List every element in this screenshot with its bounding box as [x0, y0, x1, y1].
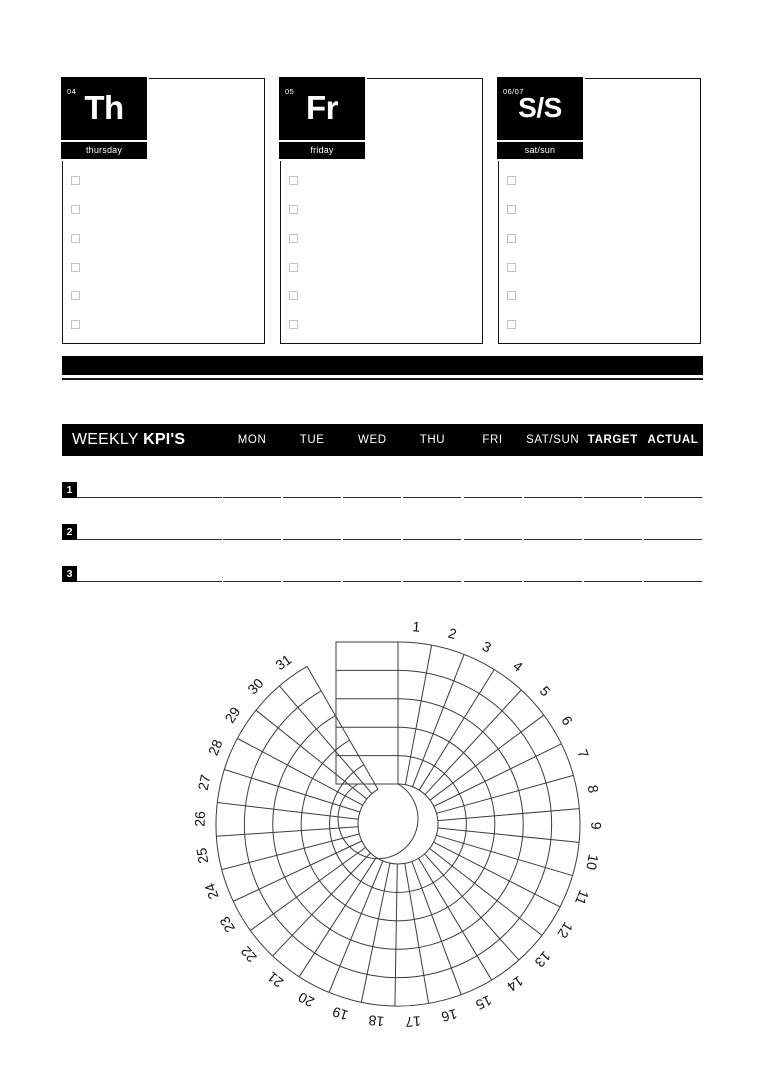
kpi-cell-mon[interactable]	[222, 497, 282, 498]
kpi-cell-line	[524, 497, 582, 498]
kpi-cell-line	[584, 497, 642, 498]
day-number: 05	[285, 87, 295, 96]
task-checkbox[interactable]	[507, 291, 516, 300]
spiral-day-label: 3	[479, 637, 494, 656]
spiral-day-label: 19	[330, 1003, 351, 1024]
kpi-cell-mon[interactable]	[222, 581, 282, 582]
kpi-cell-line	[283, 539, 341, 540]
task-checkbox[interactable]	[71, 291, 80, 300]
kpi-row-number: 3	[62, 566, 77, 582]
day-tile-main	[497, 77, 583, 140]
kpi-cell-line	[343, 539, 401, 540]
day-abbreviation: Th	[84, 89, 124, 126]
day-tile-main	[279, 77, 365, 140]
kpi-cell-line	[464, 539, 522, 540]
kpi-cell-target[interactable]	[583, 539, 643, 540]
kpi-cell-line	[524, 581, 582, 582]
kpi-cell-line	[223, 581, 281, 582]
spiral-day-label: 16	[439, 1005, 459, 1026]
kpi-cell-target[interactable]	[583, 497, 643, 498]
day-tile-main	[61, 77, 147, 140]
spiral-day-label: 17	[404, 1013, 422, 1031]
kpi-cell-wed[interactable]	[342, 497, 402, 498]
kpi-column-target: TARGET	[587, 434, 638, 446]
task-checkbox[interactable]	[507, 320, 516, 329]
spiral-calendar-svg	[150, 592, 620, 1042]
spiral-day-label: 11	[572, 887, 593, 908]
task-checkbox[interactable]	[71, 263, 80, 272]
kpi-cell-line	[644, 539, 702, 540]
spiral-day-label: 15	[473, 992, 495, 1014]
task-checkbox[interactable]	[289, 205, 298, 214]
spiral-day-label: 27	[194, 773, 214, 792]
task-checkbox[interactable]	[289, 234, 298, 243]
kpi-name-input[interactable]	[77, 581, 222, 582]
spiral-day-label: 26	[191, 810, 208, 827]
spiral-day-label: 12	[554, 919, 577, 942]
day-number: 04	[67, 87, 77, 96]
kpi-cell-actual[interactable]	[643, 581, 703, 582]
table-row	[62, 467, 703, 498]
spiral-day-label: 6	[558, 713, 577, 729]
spiral-day-label: 24	[201, 881, 222, 902]
task-checkbox[interactable]	[71, 176, 80, 185]
kpi-cell-thu[interactable]	[402, 497, 462, 498]
kpi-title-light: WEEKLY	[72, 431, 144, 448]
spiral-day-label: 8	[584, 783, 602, 795]
task-checkbox[interactable]	[71, 234, 80, 243]
kpi-column-tue: TUE	[299, 434, 325, 446]
task-checkbox[interactable]	[71, 320, 80, 329]
kpi-row-number: 2	[62, 524, 77, 540]
kpi-cell-fri[interactable]	[463, 497, 523, 498]
spiral-day-label: 5	[536, 682, 554, 700]
day-tile-friday	[279, 77, 367, 161]
kpi-cell-line	[584, 539, 642, 540]
kpi-cell-tue[interactable]	[282, 581, 342, 582]
section-divider-bar	[62, 356, 703, 375]
spiral-day-label: 14	[504, 972, 527, 995]
kpi-name-input[interactable]	[77, 497, 222, 498]
spiral-day-label: 10	[583, 853, 602, 872]
kpi-cell-line	[524, 539, 582, 540]
kpi-cell-line	[343, 497, 401, 498]
spiral-day-label: 25	[193, 846, 212, 865]
kpi-cell-line	[223, 497, 281, 498]
kpi-name-input[interactable]	[77, 539, 222, 540]
kpi-title-bold: KPI'S	[143, 431, 186, 448]
table-row	[62, 509, 703, 540]
day-abbreviation: Fr	[306, 89, 338, 126]
kpi-cell-thu[interactable]	[402, 581, 462, 582]
spiral-day-label: 22	[237, 943, 260, 966]
spiral-day-label: 29	[221, 703, 244, 726]
kpi-column-actual: ACTUAL	[647, 434, 699, 446]
kpi-cell-line	[403, 581, 461, 582]
day-abbreviation: S/S	[518, 92, 562, 123]
task-checkbox[interactable]	[507, 176, 516, 185]
kpi-cell-tue[interactable]	[282, 497, 342, 498]
kpi-cell-line	[644, 581, 702, 582]
kpi-cell-line	[403, 539, 461, 540]
spiral-day-label: 31	[272, 651, 295, 674]
day-name: thursday	[85, 144, 123, 155]
spiral-day-label: 18	[367, 1012, 385, 1030]
kpi-cell-line	[464, 497, 522, 498]
kpi-cell-line	[464, 581, 522, 582]
kpi-cell-satsun[interactable]	[523, 497, 583, 498]
task-checkbox[interactable]	[289, 263, 298, 272]
day-panel-thursday	[62, 78, 267, 346]
kpi-cell-wed[interactable]	[342, 539, 402, 540]
kpi-row-label	[62, 482, 222, 498]
weekly-kpis-section	[62, 424, 703, 582]
task-checkbox[interactable]	[289, 320, 298, 329]
kpi-column-fri: FRI	[482, 434, 503, 446]
kpi-cell-actual[interactable]	[643, 497, 703, 498]
kpi-cell-satsun[interactable]	[523, 581, 583, 582]
kpi-column-satsun: SAT/SUN	[526, 434, 580, 446]
section-divider-rule	[62, 378, 703, 380]
kpi-cell-line	[403, 497, 461, 498]
spiral-day-label: 1	[411, 618, 422, 635]
kpi-column-thu: THU	[419, 434, 446, 446]
kpi-table-header	[62, 424, 703, 456]
day-panel-friday	[280, 78, 485, 346]
kpi-cell-line	[283, 581, 341, 582]
kpi-cell-fri[interactable]	[463, 539, 523, 540]
kpi-cell-line	[223, 539, 281, 540]
day-tile-thursday	[61, 77, 149, 161]
kpi-cell-line	[283, 497, 341, 498]
kpi-row-label	[62, 566, 222, 582]
kpi-column-wed: WED	[357, 434, 387, 446]
day-panel-satsun	[498, 78, 703, 346]
task-checkbox[interactable]	[289, 176, 298, 185]
spiral-day-label: 4	[510, 657, 526, 675]
spiral-day-label: 23	[216, 913, 238, 936]
day-name: friday	[310, 144, 334, 155]
task-checkbox[interactable]	[289, 291, 298, 300]
spiral-grid	[216, 642, 580, 1006]
spiral-month-calendar	[150, 592, 620, 1042]
kpi-cell-satsun[interactable]	[523, 539, 583, 540]
spiral-day-label: 13	[531, 948, 555, 971]
kpi-cell-line	[343, 581, 401, 582]
kpi-row-number: 1	[62, 482, 77, 498]
kpi-cell-mon[interactable]	[222, 539, 282, 540]
spiral-day-label: 30	[244, 675, 267, 698]
kpi-cell-fri[interactable]	[463, 581, 523, 582]
spiral-day-label: 7	[574, 747, 593, 761]
kpi-cell-wed[interactable]	[342, 581, 402, 582]
spiral-day-label: 21	[264, 968, 287, 991]
task-checkbox[interactable]	[507, 263, 516, 272]
table-row	[62, 551, 703, 582]
day-tile-satsun	[497, 77, 585, 161]
kpi-row-label	[62, 524, 222, 540]
kpi-cell-target[interactable]	[583, 581, 643, 582]
spiral-day-label: 20	[295, 989, 317, 1011]
spiral-day-label: 2	[446, 624, 459, 643]
task-checkbox[interactable]	[71, 205, 80, 214]
day-panels-row	[62, 78, 703, 346]
spiral-day-label: 28	[204, 737, 226, 758]
kpi-cell-tue[interactable]	[282, 539, 342, 540]
kpi-cell-actual[interactable]	[643, 539, 703, 540]
kpi-cell-line	[644, 497, 702, 498]
day-name: sat/sun	[524, 144, 556, 155]
task-checkbox[interactable]	[507, 205, 516, 214]
kpi-column-mon: MON	[237, 434, 267, 446]
task-checkbox[interactable]	[507, 234, 516, 243]
kpi-cell-thu[interactable]	[402, 539, 462, 540]
day-number: 06/07	[503, 87, 524, 96]
spiral-day-label: 9	[588, 821, 605, 830]
kpi-title	[62, 431, 222, 449]
kpi-cell-line	[584, 581, 642, 582]
